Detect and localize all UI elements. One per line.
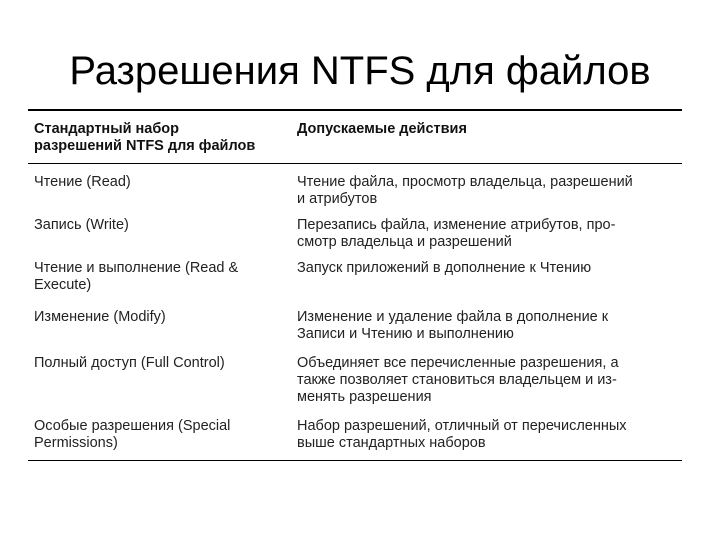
- actions-cell: Запуск приложений в дополнение к Чтению: [297, 260, 592, 276]
- table-row: [28, 309, 682, 355]
- table-row: [28, 217, 682, 260]
- actions-cell: Объединяет все перечисленные разрешения, а также позволяет становиться владельцем и из- менять разрешения: [297, 355, 619, 405]
- table-bottom-rule: [28, 460, 682, 461]
- table-row: [28, 418, 682, 460]
- actions-cell: Чтение файла, просмотр владельца, разрешений и атрибутов: [297, 174, 633, 207]
- table-row: [28, 164, 682, 217]
- permission-cell: Чтение (Read): [34, 174, 131, 190]
- header-allowed-actions: Допускаемые действия: [297, 121, 467, 137]
- permission-cell: Изменение (Modify): [34, 309, 166, 325]
- actions-cell: Набор разрешений, отличный от перечисленных выше стандартных наборов: [297, 418, 627, 451]
- actions-cell: Перезапись файла, изменение атрибутов, про- смотр владельца и разрешений: [297, 217, 616, 250]
- permission-cell: Запись (Write): [34, 217, 129, 233]
- header-standard-permissions: Стандартный набор разрешений NTFS для файлов: [34, 121, 256, 154]
- actions-cell: Изменение и удаление файла в дополнение к Записи и Чтению и выполнению: [297, 309, 609, 342]
- permission-cell: Полный доступ (Full Control): [34, 355, 225, 371]
- table-row: [28, 355, 682, 418]
- permission-cell: Чтение и выполнение (Read & Execute): [34, 260, 239, 293]
- permission-cell: Особые разрешения (Special Permissions): [34, 418, 231, 451]
- table-row: [28, 260, 682, 309]
- table-header-row: [28, 111, 682, 163]
- permissions-table: [28, 109, 682, 461]
- slide-title: Разрешения NTFS для файлов: [69, 49, 651, 93]
